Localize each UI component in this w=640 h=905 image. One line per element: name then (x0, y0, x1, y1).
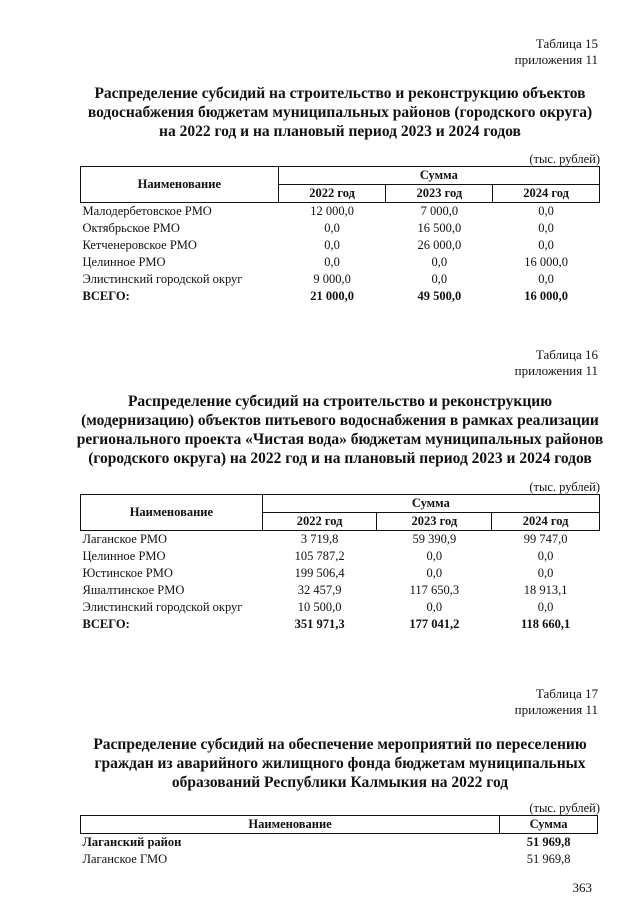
total-2022: 351 971,3 (294, 617, 345, 631)
table15-year-2022: 2022 год (278, 185, 386, 203)
table16-col-sum: Сумма (262, 495, 599, 513)
row-value-2022: 0,0 (324, 221, 340, 235)
row-value-2022: 199 506,4 (294, 566, 345, 580)
table-row (81, 531, 600, 549)
table-row (81, 565, 600, 582)
table15-year-2023: 2023 год (386, 185, 493, 203)
table-row (81, 254, 600, 271)
row-value-2023: 0,0 (431, 272, 448, 286)
table15-title-line3: на 2022 год и на плановый период 2023 и 2024 годов (159, 123, 521, 140)
total-label: ВСЕГО: (82, 617, 130, 631)
table16-year-2023: 2023 год (377, 513, 492, 531)
table-row (81, 851, 598, 868)
table-row (81, 548, 600, 565)
table16-title-line4: (городского округа) на 2022 год и на плановый период 2023 и 2024 годов (88, 450, 592, 467)
row-name: Малодербетовское РМО (82, 204, 212, 218)
row-value-2023: 16 500,0 (417, 221, 462, 235)
row-value-2024: 0,0 (538, 238, 554, 252)
table17-title (60, 735, 620, 792)
row-value-2024: 0,0 (537, 549, 554, 563)
table17-unit: (тыс. рублей) (529, 801, 600, 815)
table16-title-line3: регионального проекта «Чистая вода» бюджетам муниципальных районов (76, 431, 604, 448)
total-2024: 118 660,1 (520, 617, 571, 631)
row-name: Лаганское РМО (82, 532, 168, 546)
total-label: ВСЕГО: (82, 289, 130, 303)
row-value: 51 969,8 (526, 835, 571, 849)
table-row (81, 237, 600, 254)
row-value-2022: 105 787,2 (294, 549, 345, 563)
table16 (80, 494, 600, 633)
table15-unit: (тыс. рублей) (529, 152, 600, 166)
table16-title-line2: (модернизацию) объектов питьевого водоснабжения в рамках реализации (81, 412, 599, 429)
table16-reference (515, 347, 598, 379)
row-value-2022: 10 500,0 (297, 600, 342, 614)
page-number: 363 (572, 880, 592, 895)
table-total-row (81, 288, 600, 305)
row-value-2024: 16 000,0 (524, 255, 568, 269)
table15-col-sum: Сумма (278, 167, 599, 185)
table-row (81, 271, 600, 288)
table16-year-2022: 2022 год (262, 513, 377, 531)
table15-ref-line1: Таблица 15 (535, 36, 598, 51)
row-value-2022: 9 000,0 (313, 272, 351, 286)
table17-title-line3: образований Республики Калмыкия на 2022 год (171, 774, 509, 791)
row-value-2024: 18 913,1 (523, 583, 568, 597)
row-value-2023: 0,0 (426, 549, 443, 563)
table17-title-line1: Распределение субсидий на обеспечение мероприятий по переселению (93, 736, 587, 753)
table16-ref-line2: приложения 11 (514, 363, 598, 378)
row-value-2024: 0,0 (538, 204, 554, 218)
row-value: 51 969,8 (526, 852, 571, 866)
row-name: Юстинское РМО (82, 566, 173, 580)
row-value-2024: 0,0 (537, 600, 554, 614)
total-2022: 21 000,0 (310, 289, 354, 303)
row-value-2024: 0,0 (538, 272, 554, 286)
table15-col-name: Наименование (81, 167, 279, 203)
table-row (81, 834, 598, 852)
total-2023: 177 041,2 (409, 617, 460, 631)
table17-ref-line2: приложения 11 (514, 702, 598, 717)
row-value-2024: 0,0 (537, 566, 554, 580)
table15-ref-line2: приложения 11 (514, 52, 598, 67)
row-value-2024: 0,0 (538, 221, 554, 235)
row-value-2022: 0,0 (324, 238, 340, 252)
table16-ref-line1: Таблица 16 (535, 347, 598, 362)
row-name: Октябрьское РМО (82, 221, 180, 235)
row-value-2023: 26 000,0 (417, 238, 462, 252)
row-name: Целинное РМО (82, 255, 166, 269)
row-name: Лаганское ГМО (82, 852, 168, 866)
table15-year-2024: 2024 год (493, 185, 600, 203)
table17-col-sum: Сумма (500, 816, 598, 834)
table-row (81, 203, 600, 221)
row-name: Элистинский городской округ (82, 600, 243, 614)
table-row (81, 599, 600, 616)
table16-unit: (тыс. рублей) (529, 480, 600, 494)
row-value-2022: 32 457,9 (297, 583, 342, 597)
row-value-2022: 12 000,0 (310, 204, 354, 218)
row-value-2023: 59 390,9 (412, 532, 457, 546)
table15-title-line1: Распределение субсидий на строительство и реконструкцию объектов (94, 85, 586, 102)
row-value-2023: 7 000,0 (420, 204, 459, 218)
table17-ref-line1: Таблица 17 (535, 686, 598, 701)
table16-col-name: Наименование (81, 495, 263, 531)
total-2024: 16 000,0 (524, 289, 568, 303)
row-name: Кетченеровское РМО (82, 238, 197, 252)
row-name: Целинное РМО (82, 549, 166, 563)
row-value-2022: 3 719,8 (300, 532, 339, 546)
total-2023: 49 500,0 (417, 289, 462, 303)
table17 (80, 815, 598, 868)
row-value-2023: 0,0 (426, 600, 443, 614)
table17-title-line2: граждан из аварийного жилищного фонда бюджетам муниципальных (94, 755, 586, 772)
table16-title-line1: Распределение субсидий на строительство и реконструкцию (127, 393, 553, 410)
table15-reference (515, 36, 598, 68)
table16-year-2024: 2024 год (492, 513, 600, 531)
row-value-2022: 0,0 (324, 255, 340, 269)
row-value-2023: 117 650,3 (409, 583, 460, 597)
row-value-2023: 0,0 (431, 255, 448, 269)
table16-title (60, 392, 620, 468)
table-row (81, 220, 600, 237)
table15-title (60, 84, 620, 141)
table17-reference (515, 686, 598, 718)
row-name: Элистинский городской округ (82, 272, 243, 286)
table-total-row (81, 616, 600, 633)
row-name: Лаганский район (82, 835, 182, 849)
table15 (80, 166, 600, 305)
row-value-2024: 99 747,0 (523, 532, 568, 546)
table17-col-name: Наименование (81, 816, 500, 834)
row-value-2023: 0,0 (426, 566, 443, 580)
table-row (81, 582, 600, 599)
row-name: Яшалтинское РМО (82, 583, 185, 597)
table15-title-line2: водоснабжения бюджетам муниципальных районов (городского округа) (87, 104, 593, 121)
